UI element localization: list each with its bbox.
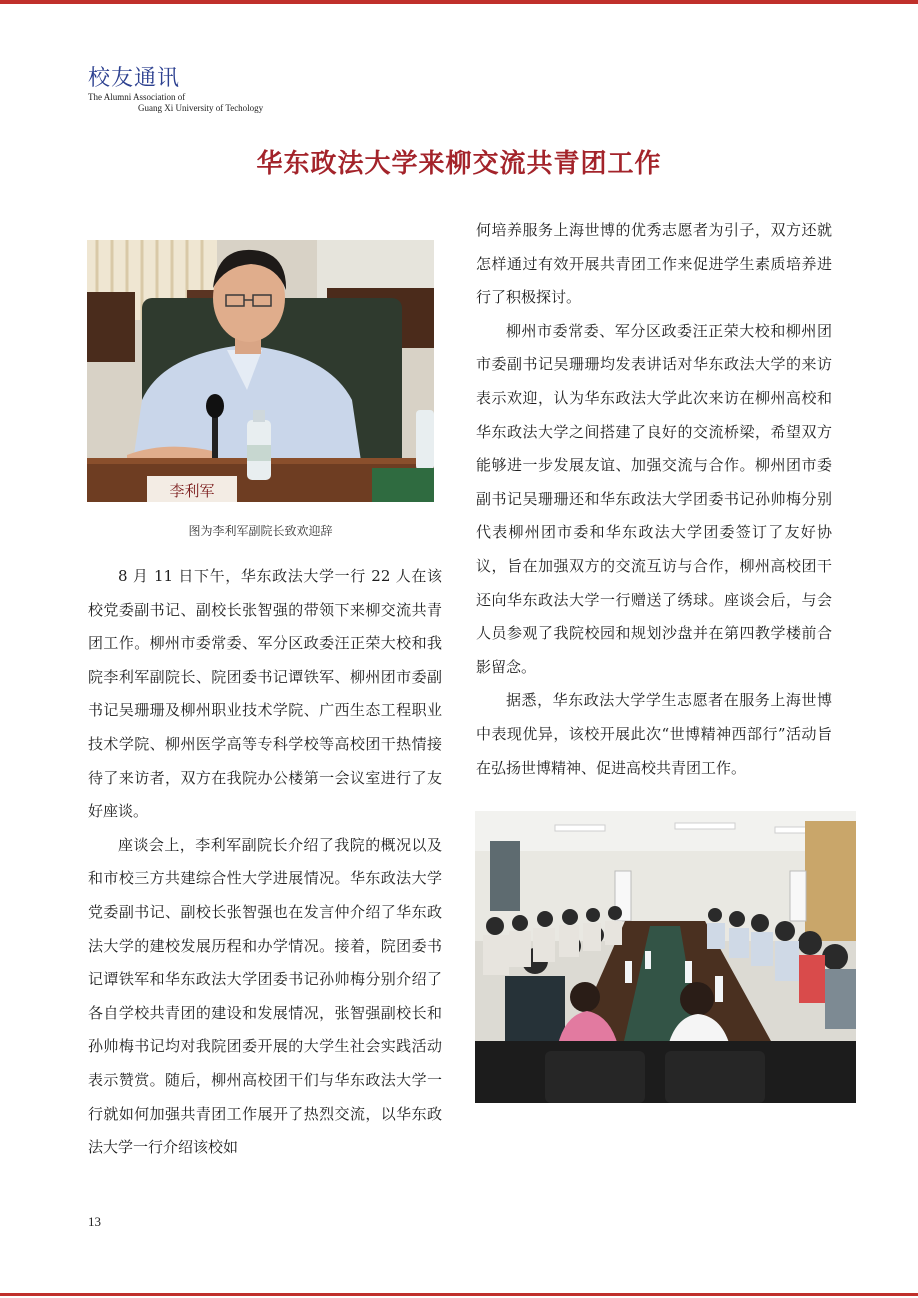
masthead (88, 66, 263, 114)
left-column (88, 560, 442, 1165)
right-paragraph-1: 何培养服务上海世博的优秀志愿者为引子，双方还就怎样通过有效开展共青团工作来促进学生素质培养进行了积极探讨。 (476, 221, 832, 307)
masthead-title: 校友通讯 (88, 66, 181, 91)
speaker-photo (87, 240, 434, 502)
left-paragraph-2: 座谈会上，李利军副院长介绍了我院的概况以及和市校三方共建综合性大学进展情况。华东政法大学党委副书记、副校长张智强也在发言仲介绍了华东政法大学的建校发展历程和办学情况。接着，院团委书记谭铁军和华东政法大学团委书记孙帅梅分别介绍了各自学校共青团的建设和发展情况，张智强副校长和孙帅梅书记均对我院团委开展的大学生社会实践活动表示赞赏。随后，柳州高校团干们与华东政法大学一行就如何加强共青团工作展开了热烈交流，以华东政法大学一行介绍该校如 (88, 835, 442, 1157)
article-title: 华东政法大学来柳交流共青团工作 (256, 149, 662, 179)
photo1-caption: 图为李利军副院长致欢迎辞 (188, 524, 333, 538)
page-number: 13 (88, 1214, 101, 1229)
masthead-subtitle-line1: The Alumni Association of (88, 92, 186, 102)
bottom-rule (0, 1293, 918, 1296)
left-paragraph-1: 8 月 11 日下午，华东政法大学一行 22 人在该校党委副书记、副校长张智强的带领下来柳交流共青团工作。柳州市委常委、军分区政委汪正荣大校和我院李利军副院长、院团委书记谭铁军、柳州团市委副书记吴珊珊及柳州职业技术学院、广西生态工程职业技术学院、柳州医学高等专科学校等高校团干热情接待了来访者，双方在我院办公楼第一会议室进行了友好座谈。 (88, 567, 442, 821)
right-paragraph-2: 柳州市委常委、军分区政委汪正荣大校和柳州团市委副书记吴珊珊均发表讲话对华东政法大学的来访表示欢迎，认为华东政法大学此次来访在柳州高校和华东政法大学之间搭建了良好的交流桥梁，希望双方能够进一步发展友谊、加强交流与合作。柳州团市委副书记吴珊珊还和华东政法大学团委书记孙帅梅分别代表柳州团市委和华东政法大学团委签订了友好协议，旨在加强双方的交流互访与合作，柳州高校团干还向华东政法大学一行赠送了绣球。座谈会后，与会人员参观了我院校园和规划沙盘并在第四教学楼前合影留念。 (476, 321, 832, 676)
masthead-subtitle (88, 92, 263, 114)
right-paragraph-3: 据悉，华东政法大学学生志愿者在服务上海世博中表现优异，该校开展此次“世博精神西部行”活动旨在弘扬世博精神、促进高校共青团工作。 (476, 691, 832, 777)
masthead-subtitle-line2: Guang Xi University of Techology (138, 103, 264, 113)
right-column (476, 214, 832, 785)
meeting-room-photo (475, 811, 856, 1103)
top-rule (0, 0, 918, 4)
photo1-nameplate-text: 李利军 (169, 482, 215, 500)
